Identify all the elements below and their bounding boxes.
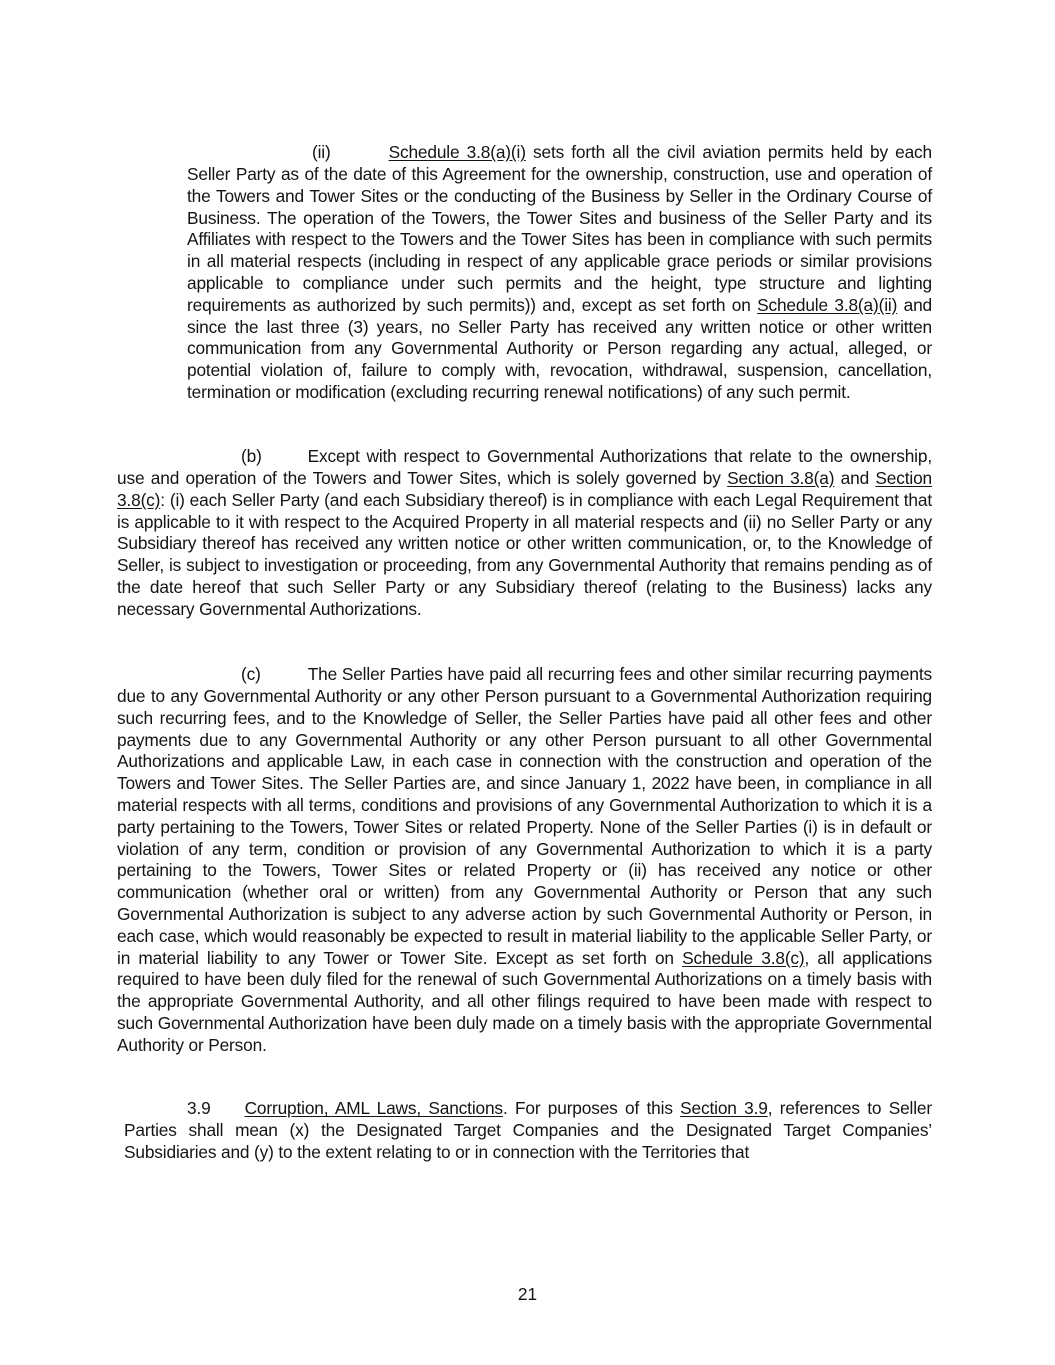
paragraph-text: Except with respect to Governmental Authorizations that relate to the ownership, use and operation of the Towers and Tower Sites, which is solely governed by	[117, 446, 932, 489]
paragraph-b	[117, 446, 932, 620]
paragraph-c	[117, 664, 932, 1056]
clause-marker-c: (c)	[241, 664, 261, 685]
schedule-3-8-a-ii-reference: Schedule 3.8(a)(ii)	[757, 294, 898, 315]
clause-marker-ii: (ii)	[312, 142, 331, 163]
section-3-8-a-reference: Section 3.8(a)	[727, 468, 835, 489]
paragraph-text: , all applications required to have been duly filed for the renewal of such Governmental Authorizations on a timely basis with the appropriate Governmental Authority, and all other filings required to have been made with respect to such Governmental Authorization have been duly made on a timely basis with the appropriate Governmental Authority or Person.	[117, 947, 932, 1055]
section-3-9-reference: Section 3.9	[680, 1098, 768, 1119]
paragraph-text: and	[834, 468, 876, 489]
section-heading: Corruption, AML Laws, Sanctions	[244, 1098, 503, 1119]
schedule-3-8-a-i-reference: Schedule 3.8(a)(i)	[388, 142, 526, 163]
paragraph-text: , references to Seller Parties shall mean (x) the Designated Target Companies and the Designated Target Companies’ Subsidiaries and (y) to the extent relating to or in connection with the Territories that	[124, 1098, 932, 1162]
paragraph-text: . For purposes of this	[502, 1098, 681, 1119]
paragraph-text: sets forth all the civil aviation permits held by each Seller Party as of the date of this Agreement for the ownership, construction, use and operation of the Towers and Tower Sites or the conducting of the Business by Seller in the Ordinary Course of Business. The operation of the Towers, the Tower Sites and business of the Seller Party and its Affiliates with respect to the Towers and the Tower Sites has been in compliance with such permits in all material respects (including in respect of any applicable grace periods or similar provisions applicable to compliance under such permits and the height, type structure and lighting requirements as authorized by such permits)) and, except as set forth on	[187, 142, 933, 315]
section-3-8-c-reference: Section 3.8(c)	[117, 468, 933, 510]
page-number: 21	[517, 1284, 538, 1304]
clause-marker-b: (b)	[241, 446, 262, 467]
section-number: 3.9	[187, 1098, 211, 1119]
section-3-9	[124, 1098, 932, 1163]
paragraph-text: : (i) each Seller Party (and each Subsidiary thereof) is in compliance with each Legal Requirement that is applicable to it with respect to the Acquired Property in all material respects and (ii) no Seller Party or any Subsidiary thereof has received any written notice or other written communication, or, to the Knowledge of Seller, is subject to investigation or proceeding, from any Governmental Authority that remains pending as of the date hereof that such Seller Party or any Subsidiary thereof (relating to the Business) lacks any necessary Governmental Authorizations.	[117, 489, 932, 619]
schedule-3-8-c-reference: Schedule 3.8(c)	[682, 947, 805, 968]
paragraph-a-ii	[187, 142, 932, 404]
paragraph-text: and since the last three (3) years, no Seller Party has received any written notice or other written communication from any Governmental Authority or Person regarding any actual, alleged, or potential violation of, failure to comply with, revocation, withdrawal, suspension, cancellation, termination or modification (excluding recurring renewal notifications) of any such permit.	[187, 294, 932, 403]
paragraph-text: The Seller Parties have paid all recurring fees and other similar recurring payments due to any Governmental Authority or any other Person pursuant to a Governmental Authorization requiring such recurring fees, and to the Knowledge of Seller, the Seller Parties have paid all other fees and other payments due to any Governmental Authority or any other Person pursuant to all other Governmental Authorizations and applicable Law, in each case in connection with the construction and operation of the Towers and Tower Sites. The Seller Parties are, and since January 1, 2022 have been, in compliance in all material respects with all terms, conditions and provisions of any Governmental Authorization to which it is a party pertaining to the Towers, Tower Sites or related Property. None of the Seller Parties (i) is in default or violation of any term, condition or provision of any Governmental Authorization to which it is a party pertaining to the Towers, Tower Sites or related Property or (ii) has received any notice or other communication (whether oral or written) from any Governmental Authority or Person that any such Governmental Authorization is subject to any adverse action by such Governmental Authority or Person, in each case, which would reasonably be expected to result in material liability to the applicable Seller Party, or in material liability to any Tower or Tower Site. Except as set forth on	[117, 664, 932, 968]
